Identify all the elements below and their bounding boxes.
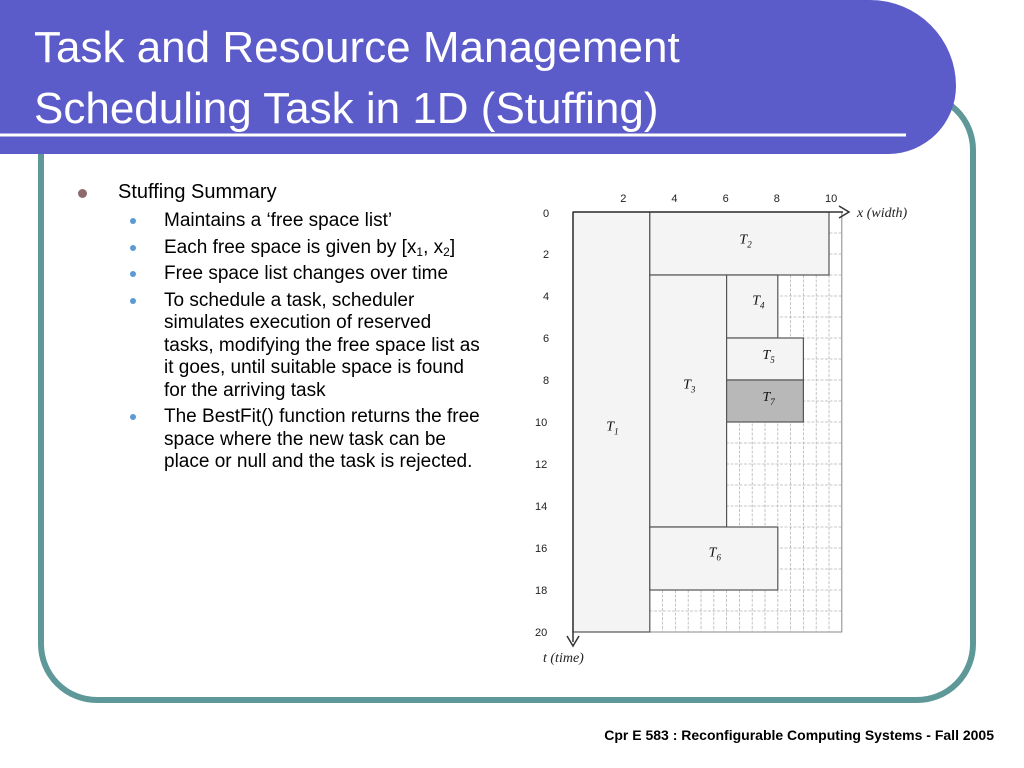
- sub-bullet-dot-icon: [130, 218, 136, 224]
- task-label-t4: $T_4$: [752, 293, 765, 311]
- t-tick-label: 4: [543, 291, 550, 303]
- sub-bullet-text: Maintains a ‘free space list’: [164, 210, 393, 231]
- sub-bullet-item: [78, 263, 486, 286]
- t-tick-label: 6: [543, 333, 550, 345]
- x-axis-label: x (width): [857, 206, 908, 221]
- task-label-t2: $T_2$: [739, 232, 752, 250]
- task-label-t1: $T_1$: [606, 419, 619, 437]
- sub-bullet-text: The BestFit() function returns the free space where the new task can be place or null and the task is rejected.: [164, 406, 480, 472]
- t-tick-label: 8: [543, 375, 550, 387]
- bullet-heading: Stuffing Summary: [118, 181, 277, 203]
- sub-bullet-item: [78, 290, 486, 403]
- x-tick-label: 8: [773, 193, 780, 205]
- task-label-t3: $T_3$: [683, 377, 696, 395]
- sub-bullet-text: Each free space is given by [$x_1$, $x_2$]: [164, 236, 456, 259]
- t-tick-label: 10: [535, 417, 548, 429]
- tick-label-origin: 0: [543, 208, 550, 220]
- task-block-t3: [650, 275, 727, 527]
- bullet-stuffing-summary: [78, 181, 498, 204]
- t-tick-label: 14: [535, 501, 548, 513]
- t-tick-label: 16: [535, 543, 548, 555]
- stuffing-diagram: [525, 186, 945, 668]
- t-tick-label: 2: [543, 249, 550, 261]
- task-label-t7: $T_7$: [762, 390, 775, 407]
- sub-bullet-list: [78, 210, 498, 474]
- sub-bullet-text: Free space list changes over time: [164, 263, 449, 284]
- task-label-t5: $T_5$: [762, 348, 775, 365]
- x-tick-label: 10: [825, 193, 838, 205]
- sub-bullet-text: To schedule a task, scheduler simulates execution of reserved tasks, modifying the free space list as it goes, until suitable space is found for the arriving task: [164, 289, 480, 401]
- sub-bullet-item: [78, 237, 486, 260]
- x-tick-label: 4: [671, 193, 678, 205]
- sub-bullet-dot-icon: [130, 298, 136, 304]
- x-tick-label: 6: [722, 193, 729, 205]
- slide-title-line-1: Task and Resource Management: [34, 23, 680, 72]
- bullet-list: [78, 181, 498, 478]
- t-tick-label: 20: [535, 627, 548, 639]
- sub-bullet-item: [78, 406, 486, 474]
- task-label-t6: $T_6$: [708, 545, 721, 563]
- t-axis-label: t (time): [543, 651, 584, 666]
- t-tick-label: 12: [535, 459, 548, 471]
- slide-footer: Cpr E 583 : Reconfigurable Computing Systems - Fall 2005: [604, 727, 994, 743]
- bullet-dot-icon: [78, 189, 87, 198]
- x-tick-label: 2: [620, 193, 627, 205]
- t-tick-label: 18: [535, 585, 548, 597]
- sub-bullet-item: [78, 210, 486, 233]
- sub-bullet-dot-icon: [130, 271, 136, 277]
- sub-bullet-dot-icon: [130, 245, 136, 251]
- slide-title-line-2: Scheduling Task in 1D (Stuffing): [34, 84, 659, 133]
- sub-bullet-dot-icon: [130, 414, 136, 420]
